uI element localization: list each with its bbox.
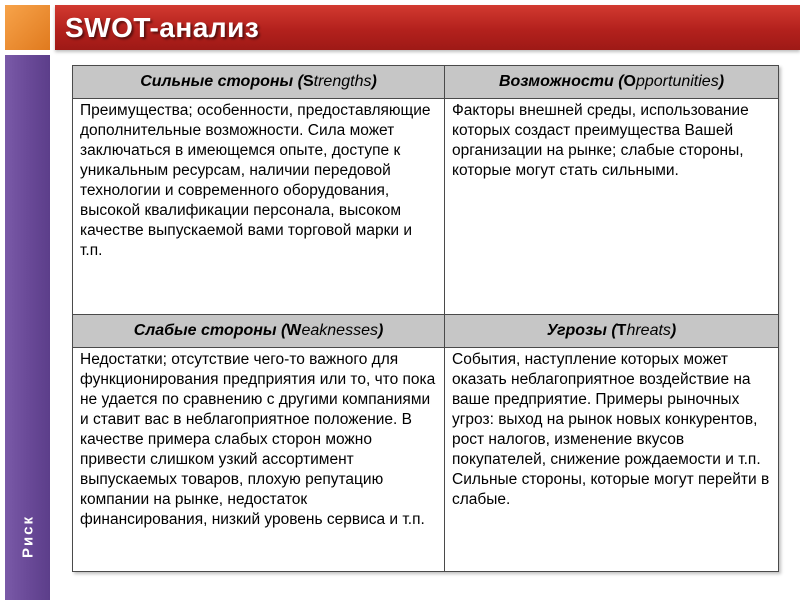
opportunities-letter: O bbox=[623, 73, 636, 90]
threats-letter: T bbox=[616, 322, 627, 339]
side-bar bbox=[5, 55, 50, 600]
threats-header bbox=[445, 315, 779, 348]
weaknesses-header bbox=[73, 315, 445, 348]
opportunities-cell bbox=[445, 99, 779, 315]
threats-body: События, наступление которых может оказать неблагоприятное воздействие на ваше предприятие. Примеры рыночных угроз: выход на рынок новых конкурентов, рост налогов, изменение вкусов покупателей, снижение рождаемости и т.п. Сильные стороны, которые могут перейти в слабые. bbox=[452, 351, 770, 508]
weaknesses-title: Слабые стороны ( bbox=[133, 322, 287, 339]
opportunities-title: Возможности ( bbox=[498, 73, 624, 90]
weaknesses-body: Недостатки; отсутствие чего-то важного для функционирования предприятия или то, что пока не удается по сравнению с другими компаниями и ставит вас в неблагоприятное положение. В качестве примера слабых сторон можно привести слишком узкий ассортимент выпускаемых товаров, плохую репутацию компании на рынке, недостаток финансирования, низкий уровень сервиса и т.п. bbox=[80, 351, 436, 528]
weaknesses-latin: eaknesses bbox=[301, 322, 378, 339]
strengths-close: ) bbox=[371, 73, 377, 90]
weaknesses-close: ) bbox=[377, 322, 384, 339]
opportunities-header bbox=[445, 66, 779, 99]
page-title: SWOT-анализ bbox=[65, 12, 260, 43]
weaknesses-letter: W bbox=[286, 322, 302, 339]
strengths-header bbox=[73, 66, 445, 99]
orange-corner-block bbox=[5, 5, 50, 50]
threats-close: ) bbox=[670, 322, 677, 339]
opportunities-close: ) bbox=[718, 73, 725, 90]
swot-table bbox=[72, 65, 779, 572]
strengths-body: Преимущества; особенности, предоставляющие дополнительные возможности. Сила может заключаться в имеющемся опыте, доступе к уникальным ресурсам, наличии передовой технологии и современного оборудования, высокой квалификации персонала, высоком качестве выпускаемой вами торговой марки и т.п. bbox=[80, 102, 431, 259]
strengths-cell bbox=[73, 99, 445, 315]
threats-latin: hreats bbox=[626, 322, 671, 339]
strengths-title: Сильные стороны ( bbox=[140, 73, 303, 90]
side-label: Риск bbox=[19, 514, 36, 559]
opportunities-body: Факторы внешней среды, использование которых создаст преимущества Вашей организации на рынке; слабые стороны, которые могут стать сильными. bbox=[452, 102, 749, 179]
opportunities-latin: pportunities bbox=[635, 73, 719, 90]
title-bar bbox=[55, 5, 800, 50]
strengths-latin: trengths bbox=[313, 73, 372, 90]
threats-cell bbox=[445, 348, 779, 572]
strengths-letter: S bbox=[302, 73, 314, 90]
threats-title: Угрозы ( bbox=[546, 322, 617, 339]
weaknesses-cell bbox=[73, 348, 445, 572]
